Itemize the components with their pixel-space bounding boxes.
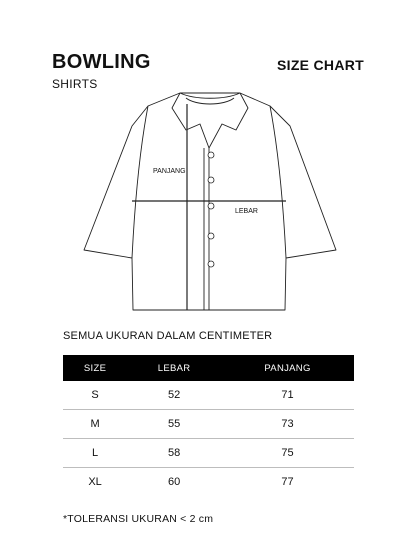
collar-inner [186,98,234,104]
right-sleeve-seam [270,106,286,258]
table-row [63,381,354,410]
table-header-row [63,355,354,381]
cell-width: 52 [127,381,221,410]
width-label: LEBAR [235,208,258,215]
cell-size: XL [88,476,102,488]
size-table [63,355,354,496]
length-label: PANJANG [153,168,186,175]
button [208,177,214,183]
button [208,152,214,158]
cell-width: 60 [167,476,181,488]
table-row [63,439,354,468]
cell-size: M [63,410,127,439]
units-note: SEMUA UKURAN DALAM CENTIMETER [63,330,273,342]
product-title: BOWLING [52,51,151,73]
tolerance-note: *TOLERANSI UKURAN < 2 cm [63,513,214,525]
left-sleeve-seam [132,106,148,258]
cell-length: 71 [221,381,354,410]
cell-length: 77 [281,476,294,488]
product-subtitle: SHIRTS [52,77,98,91]
collar-back [180,93,240,98]
cell-width: 55 [127,410,221,439]
button [208,233,214,239]
cell-size: L [63,439,127,468]
button [208,203,214,209]
table-row [63,468,354,497]
cell-length: 73 [221,410,354,439]
shirt-diagram [0,88,416,318]
cell-width: 58 [127,439,221,468]
header-width: LEBAR [127,355,221,381]
cell-size: S [63,381,127,410]
table-row [63,410,354,439]
cell-length: 75 [221,439,354,468]
button [208,261,214,267]
header-size: SIZE [63,355,127,381]
size-chart-label: SIZE CHART [277,57,364,73]
left-collar [172,93,209,148]
header-length: PANJANG [221,355,354,381]
